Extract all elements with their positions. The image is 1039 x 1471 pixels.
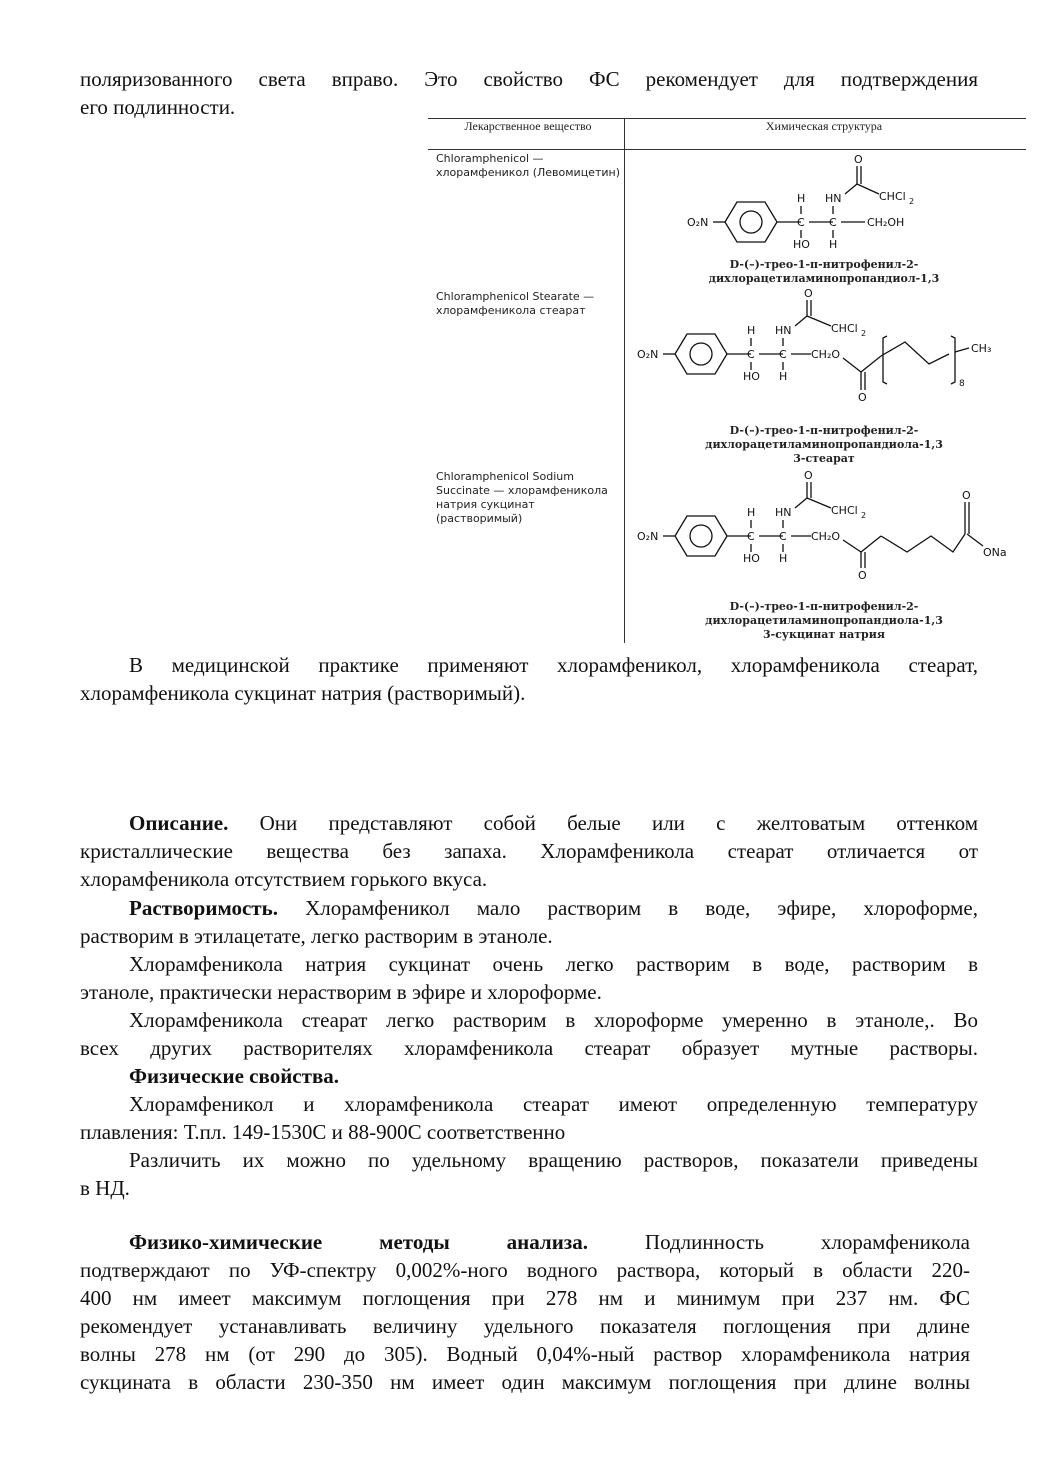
chloramphenicol-structure (625, 150, 1025, 256)
caption-line: дихлорацетиламинопропандиола-1,3 (705, 438, 943, 451)
svg-text:H: H (779, 552, 788, 565)
paragraph-line: подтверждают по УФ-спектру 0,002%-ного водного раствора, который в области 220- (80, 1258, 970, 1282)
column-header-structure: Химическая структура (765, 119, 883, 133)
svg-text:H: H (779, 370, 788, 383)
paragraph-line: В медицинской практике применяют хлорамфеникол, хлорамфеникола стеарат, (129, 653, 978, 677)
svg-text:O: O (804, 287, 813, 300)
svg-text:C: C (779, 348, 787, 361)
paragraph-line: хлорамфеникола сукцинат натрия (растворимый). (80, 681, 526, 705)
paragraph-line: Описание. Они представляют собой белые или с желтоватым оттенком (129, 811, 979, 835)
svg-text:C: C (747, 530, 755, 543)
svg-text:2: 2 (909, 197, 915, 206)
paragraph-line: 400 нм имеет максимум поглощения при 278 нм и минимум при 237 нм. ФС (80, 1286, 970, 1310)
svg-text:O: O (858, 391, 867, 404)
section-heading: Физико-химические методы анализа. (129, 1230, 588, 1254)
svg-text:CHCl: CHCl (879, 190, 906, 203)
paragraph-line: этаноле, практически нерастворим в эфире и хлороформе. (80, 980, 602, 1004)
svg-text:C: C (779, 530, 787, 543)
paragraph-line: хлорамфеникола отсутствием горького вкуса. (80, 867, 488, 891)
svg-text:HO: HO (793, 238, 810, 251)
svg-text:CHCl: CHCl (831, 322, 858, 335)
caption-line: D-(–)-трео-1-п-нитрофенил-2- (729, 600, 919, 613)
svg-text:HN: HN (775, 506, 792, 519)
svg-text:O₂N: O₂N (687, 216, 709, 229)
caption-line: дихлорацетиламинопропандиол-1,3 (708, 272, 940, 285)
paragraph-line: Хлорамфеникола стеарат легко растворим в хлороформе умеренно в этаноле,. Во (129, 1008, 978, 1032)
svg-text:C: C (797, 216, 805, 229)
svg-text:CH₂O: CH₂O (811, 348, 841, 361)
svg-text:H: H (747, 324, 756, 337)
svg-text:C: C (829, 216, 837, 229)
caption-line: D-(–)-трео-1-п-нитрофенил-2- (729, 258, 919, 271)
paragraph-line: Различить их можно по удельному вращению растворов, показатели приведены (129, 1148, 978, 1172)
paragraph-line: сукцината в области 230-350 нм имеет один максимум поглощения при длине волны (80, 1370, 970, 1394)
chloramphenicol-stearate-structure (625, 286, 1025, 414)
svg-text:H: H (797, 192, 806, 205)
svg-text:2: 2 (861, 329, 867, 338)
paragraph-line: кристаллические вещества без запаха. Хлорамфеникола стеарат отличается от (80, 839, 978, 863)
chloramphenicol-sodium-succinate-structure (625, 466, 1025, 592)
paragraph-line: растворим в этилацетате, легко растворим в этаноле. (80, 924, 553, 948)
paragraph-line: Растворимость. Хлорамфеникол мало растворим в воде, эфире, хлороформе, (129, 896, 979, 920)
caption-line: 3-сукцинат натрия (763, 628, 885, 641)
svg-text:O₂N: O₂N (637, 348, 659, 361)
svg-text:CH₂O: CH₂O (811, 530, 841, 543)
paragraph-line: всех других растворителях хлорамфеникола стеарат образует мутные растворы. (80, 1036, 978, 1060)
svg-text:HN: HN (775, 324, 792, 337)
drug-name-chloramphenicol-stearate: Chloramphenicol Stearate — хлорамфеникола стеарат (436, 290, 595, 317)
svg-text:O: O (804, 469, 813, 482)
svg-text:O: O (962, 489, 971, 502)
caption-line: дихлорацетиламинопропандиола-1,3 (705, 614, 943, 627)
paragraph-line: Хлорамфеникол и хлорамфеникола стеарат имеют определенную температуру (129, 1092, 978, 1116)
paragraph-line: плавления: Т.пл. 149-1530С и 88-900С соответственно (80, 1120, 566, 1144)
paragraph-line: волны 278 нм (от 290 до 305). Водный 0,04%-ный раствор хлорамфеникола натрия (80, 1342, 970, 1366)
svg-text:CHCl: CHCl (831, 504, 858, 517)
svg-text:HN: HN (825, 192, 842, 205)
svg-text:H: H (747, 506, 756, 519)
section-heading: Растворимость. (129, 896, 278, 920)
svg-text:2: 2 (861, 511, 867, 520)
svg-text:CH₂OH: CH₂OH (867, 216, 905, 229)
section-heading: Описание. (129, 811, 229, 835)
drug-name-chloramphenicol: Chloramphenicol — хлорамфеникол (Левомицетин) (436, 152, 620, 179)
svg-text:H: H (829, 238, 838, 251)
svg-text:C: C (747, 348, 755, 361)
section-heading: Физические свойства. (129, 1064, 340, 1088)
svg-text:ONa: ONa (983, 546, 1007, 559)
column-header-drug: Лекарственное вещество (464, 119, 592, 133)
paragraph-line: рекомендует устанавливать величину удельного показателя поглощения при длине (80, 1314, 970, 1338)
drug-name-chloramphenicol-sodium-succinate: Chloramphenicol Sodium Succinate — хлорамфеникола натрия сукцинат (растворимый) (436, 470, 608, 525)
svg-text:O: O (854, 153, 863, 166)
paragraph-line: его подлинности. (80, 95, 236, 119)
svg-text:HO: HO (743, 370, 760, 383)
caption-line: 3-стеарат (793, 452, 855, 465)
svg-text:CH₃: CH₃ (971, 342, 992, 355)
paragraph-line: поляризованного света вправо. Это свойство ФС рекомендует для подтверждения (80, 67, 978, 91)
paragraph-line: Физико-химические методы анализа. Подлинность хлорамфеникола (129, 1230, 970, 1254)
svg-text:HO: HO (743, 552, 760, 565)
paragraph-line: в НД. (80, 1176, 130, 1200)
structure-table (428, 118, 1026, 643)
paragraph-line: Хлорамфеникола натрия сукцинат очень легко растворим в воде, растворим в (129, 952, 978, 976)
caption-line: D-(–)-трео-1-п-нитрофенил-2- (729, 424, 919, 437)
paragraph-line (129, 1063, 978, 1090)
svg-text:O: O (858, 569, 867, 582)
svg-text:O₂N: O₂N (637, 530, 659, 543)
svg-text:8: 8 (959, 379, 965, 389)
